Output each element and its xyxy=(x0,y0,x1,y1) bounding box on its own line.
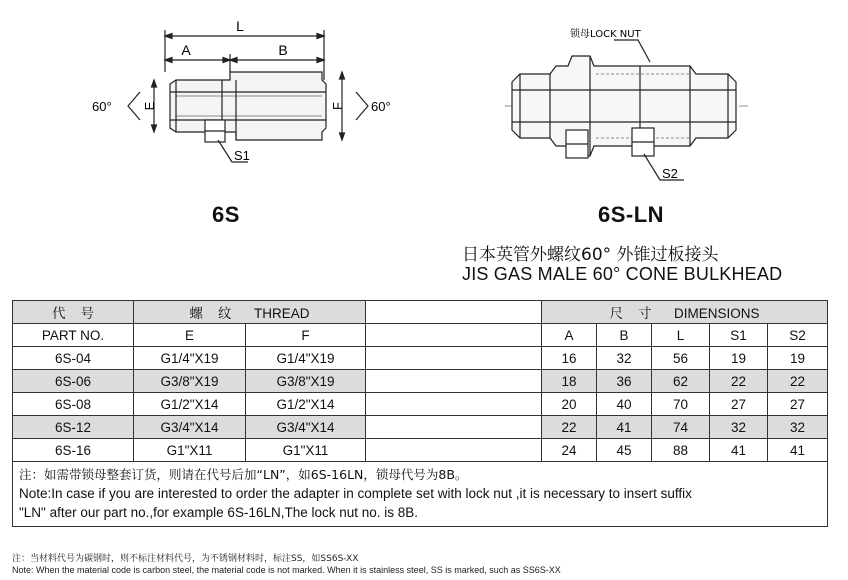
footnote-chinese: 注：当材料代号为碳钢时，则不标注材料代号，为不锈钢材料时，标注SS，如SS6S-XX xyxy=(12,554,359,564)
heading-6s: 6S xyxy=(212,202,240,227)
header-part-no: PART NO. xyxy=(13,324,134,347)
cell-S2: 41 xyxy=(768,439,828,462)
header-col-S2: S2 xyxy=(768,324,828,347)
cell-blank xyxy=(366,370,542,393)
dim-A-label: A xyxy=(181,42,191,58)
cell-S2: 27 xyxy=(768,393,828,416)
cell-B: 32 xyxy=(597,347,652,370)
cell-part: 6S-16 xyxy=(13,439,134,462)
angle-right-label: 60° xyxy=(371,99,391,114)
cell-S1: 41 xyxy=(710,439,768,462)
header-col-S1: S1 xyxy=(710,324,768,347)
cell-F: G1"X11 xyxy=(246,439,366,462)
cell-S2: 22 xyxy=(768,370,828,393)
cell-F: G1/4"X19 xyxy=(246,347,366,370)
lock-nut-label: 锁母LOCK NUT xyxy=(570,29,641,40)
subtitle-english: JIS GAS MALE 60° CONE BULKHEAD xyxy=(462,264,783,284)
table-row xyxy=(13,439,828,462)
cell-part: 6S-06 xyxy=(13,370,134,393)
cell-F: G3/8"X19 xyxy=(246,370,366,393)
s1-label: S1 xyxy=(234,148,250,163)
table-row xyxy=(13,416,828,439)
table-header-row-2 xyxy=(13,324,828,347)
header-col-A: A xyxy=(542,324,597,347)
header-thread: 螺 纹 THREAD xyxy=(134,301,366,324)
header-col-F: F xyxy=(246,324,366,347)
cell-A: 18 xyxy=(542,370,597,393)
cell-B: 36 xyxy=(597,370,652,393)
cell-A: 22 xyxy=(542,416,597,439)
cell-blank xyxy=(366,347,542,370)
cell-part: 6S-12 xyxy=(13,416,134,439)
cell-A: 24 xyxy=(542,439,597,462)
table-row xyxy=(13,393,828,416)
cell-S1: 32 xyxy=(710,416,768,439)
cell-B: 45 xyxy=(597,439,652,462)
dim-F-label: F xyxy=(330,102,345,110)
cell-part: 6S-04 xyxy=(13,347,134,370)
header-dimensions: 尺 寸 DIMENSIONS xyxy=(542,301,828,324)
cell-part: 6S-08 xyxy=(13,393,134,416)
cell-S1: 27 xyxy=(710,393,768,416)
footnote-english: Note: When the material code is carbon steel, the material code is not marked. When it is stainless steel, SS is marked, such as SS6S-XX xyxy=(12,565,561,575)
header-col-B: B xyxy=(597,324,652,347)
fitting-6s-ln-drawing xyxy=(505,40,748,180)
cell-E: G1/4"X19 xyxy=(134,347,246,370)
cell-A: 20 xyxy=(542,393,597,416)
cell-L: 70 xyxy=(652,393,710,416)
cell-S2: 32 xyxy=(768,416,828,439)
header-col-E: E xyxy=(134,324,246,347)
dim-L-label: L xyxy=(236,18,244,34)
dimensions-table xyxy=(12,300,828,527)
cell-L: 56 xyxy=(652,347,710,370)
cell-L: 74 xyxy=(652,416,710,439)
heading-6s-ln: 6S-LN xyxy=(598,202,665,227)
cell-E: G1"X11 xyxy=(134,439,246,462)
dim-E-label: E xyxy=(142,101,157,111)
cell-E: G3/4"X14 xyxy=(134,416,246,439)
cell-blank xyxy=(366,439,542,462)
header-col-L: L xyxy=(652,324,710,347)
header-blank xyxy=(366,301,542,324)
note-english-line-2: "LN" after our part no.,for example 6S-16LN,The lock nut no. is 8B. xyxy=(19,505,419,520)
cell-S1: 19 xyxy=(710,347,768,370)
subtitle-chinese: 日本英管外螺纹60° 外锥过板接头 xyxy=(462,245,719,265)
cell-B: 40 xyxy=(597,393,652,416)
cell-S2: 19 xyxy=(768,347,828,370)
angle-left-label: 60° xyxy=(92,99,112,114)
s2-label: S2 xyxy=(662,166,678,181)
cell-L: 62 xyxy=(652,370,710,393)
fitting-6s-drawing xyxy=(128,30,368,162)
table-row xyxy=(13,370,828,393)
note-english-line-1: Note:In case if you are interested to order the adapter in complete set with lock nut ,it is necessary to insert suffix xyxy=(19,486,692,501)
cell-F: G1/2"X14 xyxy=(246,393,366,416)
cell-A: 16 xyxy=(542,347,597,370)
cell-L: 88 xyxy=(652,439,710,462)
header-blank-2 xyxy=(366,324,542,347)
cell-F: G3/4"X14 xyxy=(246,416,366,439)
table-header-row-1 xyxy=(13,301,828,324)
cell-E: G3/8"X19 xyxy=(134,370,246,393)
cell-E: G1/2"X14 xyxy=(134,393,246,416)
table-row xyxy=(13,347,828,370)
cell-S1: 22 xyxy=(710,370,768,393)
cell-blank xyxy=(366,416,542,439)
note-chinese: 注：如需带锁母整套订货，则请在代号后加“LN”，如6S-16LN，锁母代号为8B。 xyxy=(19,467,468,482)
cell-B: 41 xyxy=(597,416,652,439)
table-notes xyxy=(13,462,828,527)
cell-blank xyxy=(366,393,542,416)
header-part-cn: 代 号 xyxy=(13,301,134,324)
dim-B-label: B xyxy=(278,42,288,58)
table-notes-row xyxy=(13,462,828,527)
